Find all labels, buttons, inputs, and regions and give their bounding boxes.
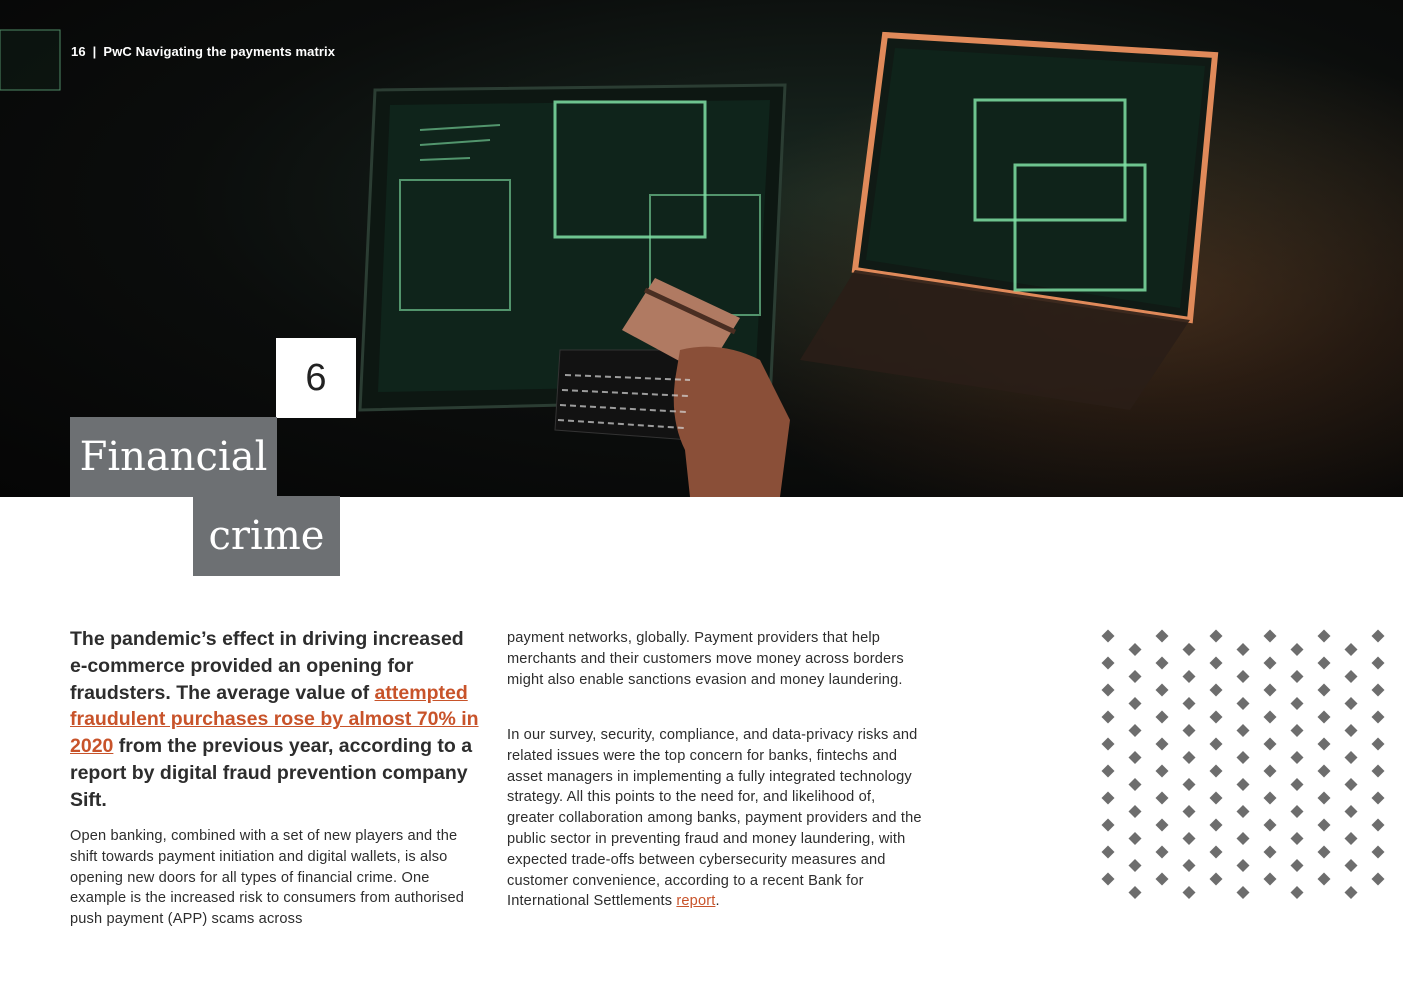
diamond-shape	[1210, 711, 1223, 724]
diamond-shape	[1129, 751, 1142, 764]
diamond-shape	[1102, 684, 1115, 697]
diamond-shape	[1210, 630, 1223, 643]
diamond-shape	[1183, 805, 1196, 818]
background-screen-icon	[0, 30, 60, 90]
diamond-shape	[1129, 886, 1142, 899]
diamond-shape	[1318, 684, 1331, 697]
lead-link[interactable]: attempted fraudulent purchases rose by almost 70% in 2020	[70, 681, 479, 758]
diamond-shape	[1345, 859, 1358, 872]
diamond-shape	[1210, 657, 1223, 670]
diamond-shape	[1129, 778, 1142, 791]
diamond-shape	[1291, 805, 1304, 818]
diamond-shape	[1210, 873, 1223, 886]
diamond-shape	[1372, 657, 1385, 670]
diamond-shape	[1291, 751, 1304, 764]
diamond-shape	[1237, 832, 1250, 845]
diamond-shape	[1345, 778, 1358, 791]
diamond-shape	[1102, 846, 1115, 859]
diamond-shape	[1318, 738, 1331, 751]
diamond-shape	[1237, 670, 1250, 683]
diamond-shape	[1318, 846, 1331, 859]
diamond-shape	[1183, 832, 1196, 845]
diamond-shape	[1210, 738, 1223, 751]
diamond-shape	[1237, 859, 1250, 872]
diamond-shape	[1291, 670, 1304, 683]
diamond-shape	[1156, 792, 1169, 805]
diamond-shape	[1264, 657, 1277, 670]
diamond-shape	[1291, 859, 1304, 872]
diamond-shape	[1183, 886, 1196, 899]
diamond-shape	[1345, 697, 1358, 710]
body-paragraph-2: payment networks, globally. Payment providers that help merchants and their customers move money across borders might also enable sanctions evasion and money laundering.	[507, 630, 904, 688]
chapter-number: 6	[276, 338, 356, 418]
diamond-shape	[1345, 751, 1358, 764]
report-link[interactable]: report	[676, 893, 716, 910]
diamond-shape	[1372, 711, 1385, 724]
diamond-shape	[1291, 724, 1304, 737]
diamond-shape	[1102, 765, 1115, 778]
diamond-shape	[1372, 819, 1385, 832]
diamond-shape	[1264, 765, 1277, 778]
diamond-shape	[1183, 670, 1196, 683]
diamond-shape	[1291, 778, 1304, 791]
diamond-shape	[1102, 738, 1115, 751]
diamond-shape	[1264, 684, 1277, 697]
diamond-shape	[1210, 792, 1223, 805]
diamond-shape	[1102, 819, 1115, 832]
diamond-shape	[1237, 724, 1250, 737]
page-number: 16	[71, 44, 86, 59]
diamond-shape	[1183, 859, 1196, 872]
diamond-shape	[1264, 846, 1277, 859]
publication-title: PwC Navigating the payments matrix	[103, 44, 336, 59]
diamond-shape	[1156, 657, 1169, 670]
diamond-shape	[1264, 873, 1277, 886]
running-head-separator: |	[92, 44, 97, 59]
diamond-shape	[1372, 792, 1385, 805]
diamond-shape	[1264, 630, 1277, 643]
diamond-shape	[1372, 765, 1385, 778]
diamond-shape	[1183, 751, 1196, 764]
lead-text-end: from the previous year, according to a report by digital fraud prevention company Sift.	[70, 735, 473, 811]
paragraph-3-text: In our survey, security, compliance, and data-privacy risks and related issues were the top concern for banks, fintechs and asset managers in implementing a fully integrated technology strategy. All this points to the need for, and likelihood of, greater collaboration among banks, payment providers and the public sector in preventing fraud and money laundering, with expected trade-offs between cybersecurity measures and customer convenience, according to a recent Bank for International Settlements	[507, 727, 922, 910]
diamond-shape	[1237, 751, 1250, 764]
diamond-shape	[1318, 630, 1331, 643]
lead-paragraph	[70, 626, 480, 814]
diamond-shape	[1129, 859, 1142, 872]
diamond-shape	[1156, 819, 1169, 832]
diamond-shape	[1156, 765, 1169, 778]
diamond-shape	[1156, 846, 1169, 859]
diamond-shape	[1102, 657, 1115, 670]
diamond-shape	[1102, 630, 1115, 643]
paragraph-3-end: .	[715, 893, 720, 910]
body-paragraph-1: Open banking, combined with a set of new players and the shift towards payment initiation and digital wallets, is also opening new doors for all types of financial crime. One example is the increased risk to consumers from authorised push payment (APP) scams across	[70, 828, 464, 928]
diamond-shape	[1156, 684, 1169, 697]
diamond-shape	[1129, 724, 1142, 737]
diamond-shape	[1318, 792, 1331, 805]
diamond-shape	[1345, 643, 1358, 656]
diamond-shape	[1291, 832, 1304, 845]
diamond-shape	[1210, 684, 1223, 697]
diamond-shape	[1102, 711, 1115, 724]
diamond-shape	[1210, 846, 1223, 859]
diamond-shape	[1264, 738, 1277, 751]
lead-text-start: The pandemic’s effect in driving increased e-commerce provided an opening for fraudsters. The average value of	[70, 628, 464, 704]
diamond-shape	[1183, 643, 1196, 656]
diamond-shape	[1129, 643, 1142, 656]
laptop-right-icon	[800, 35, 1215, 410]
diamond-shape	[1237, 778, 1250, 791]
diamond-shape	[1318, 873, 1331, 886]
diamond-shape	[1210, 765, 1223, 778]
diamond-shape	[1156, 873, 1169, 886]
diamond-shape	[1345, 832, 1358, 845]
diamond-shape	[1264, 711, 1277, 724]
diamond-shape	[1129, 670, 1142, 683]
diamond-shape	[1237, 697, 1250, 710]
diamond-shape	[1345, 886, 1358, 899]
diamond-shape	[1237, 805, 1250, 818]
diamond-pattern	[1090, 620, 1403, 910]
diamond-shape	[1291, 643, 1304, 656]
diamond-shape	[1183, 697, 1196, 710]
diamond-shape	[1372, 846, 1385, 859]
running-head	[71, 44, 335, 59]
chapter-title-line-2: crime	[193, 496, 340, 576]
diamond-shape	[1345, 670, 1358, 683]
diamond-shape	[1237, 886, 1250, 899]
diamond-shape	[1264, 819, 1277, 832]
diamond-shape	[1102, 792, 1115, 805]
diamond-shape	[1372, 684, 1385, 697]
diamond-shape	[1318, 765, 1331, 778]
diamond-shape	[1129, 832, 1142, 845]
body-paragraph-3	[507, 725, 922, 912]
diamond-shape	[1372, 873, 1385, 886]
diamond-shape	[1102, 873, 1115, 886]
diamond-shape	[1372, 630, 1385, 643]
diamond-shape	[1156, 738, 1169, 751]
chapter-title-line-1: Financial	[70, 417, 277, 497]
diamond-shape	[1291, 697, 1304, 710]
diamond-shape	[1345, 724, 1358, 737]
diamond-shape	[1129, 697, 1142, 710]
diamond-shape	[1372, 738, 1385, 751]
diamond-shape	[1183, 778, 1196, 791]
diamond-shape	[1318, 711, 1331, 724]
diamond-shape	[1345, 805, 1358, 818]
diamond-shape	[1318, 657, 1331, 670]
diamond-shape	[1291, 886, 1304, 899]
diamond-shape	[1210, 819, 1223, 832]
diamond-shape	[1264, 792, 1277, 805]
diamond-shape	[1237, 643, 1250, 656]
diamond-shape	[1318, 819, 1331, 832]
diamond-shape	[1156, 711, 1169, 724]
diamond-shape	[1156, 630, 1169, 643]
diamond-shape	[1129, 805, 1142, 818]
diamond-shape	[1183, 724, 1196, 737]
